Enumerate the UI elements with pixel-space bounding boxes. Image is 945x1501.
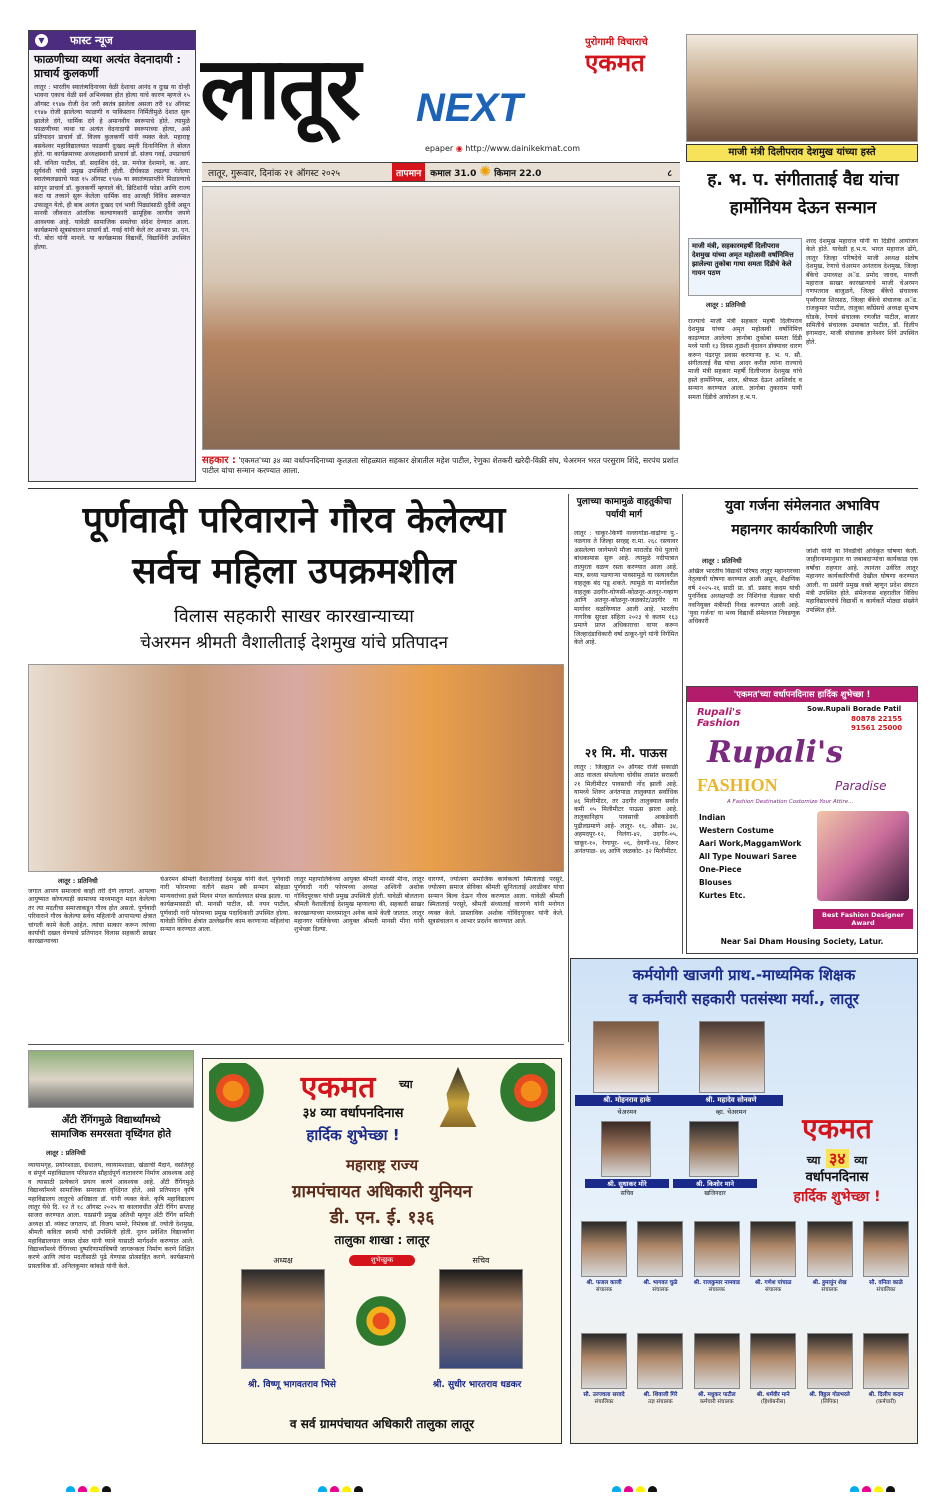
gram-pres-label: अध्यक्ष [273, 1256, 293, 1265]
director-card [577, 1221, 631, 1321]
lead-photo [28, 664, 564, 872]
pen-trophy-icon [435, 1067, 481, 1127]
karmayogi-title-1: कर्मयोगी खाजगी प्राथ.-माध्यमिक शिक्षक [632, 966, 856, 984]
chairman-photo [593, 1021, 659, 1093]
director-card [803, 1333, 857, 1433]
rupali-item: Kurtes Etc. [699, 891, 746, 900]
director-role: (हिशोबनीस) [760, 1399, 786, 1405]
karmayogi-ad [570, 958, 918, 1444]
secretary-photo [601, 1121, 651, 1177]
director-role: तज्ञ संचालक [648, 1399, 673, 1405]
divider-mid [28, 1044, 564, 1045]
karmayogi-wish: हार्दिक शुभेच्छा ! [793, 1189, 881, 1205]
dot-icon [78, 1486, 87, 1492]
dot-icon [862, 1486, 871, 1492]
rain-headline: २१ मि. मी. पाऊस [584, 746, 668, 760]
rupali-address: Near Sai Dham Housing Society, Latur. [720, 937, 884, 946]
director-card [746, 1221, 800, 1321]
gram-org-1: महाराष्ट्र राज्य [345, 1156, 419, 1174]
director-photo [807, 1221, 853, 1277]
director-card [633, 1333, 687, 1433]
lead-headline-2: सर्वच महिला उपक्रमशील [132, 551, 456, 592]
gram-wish: हार्दिक शुभेच्छा ! [306, 1126, 400, 1144]
rupali-items [699, 811, 809, 902]
vice-chairman-photo [699, 1021, 765, 1093]
divider-lead-right [568, 494, 569, 1042]
directors-row-2 [577, 1333, 913, 1433]
fast-news-box [28, 30, 196, 482]
director-name: श्री. गणेश पांचाळ [755, 1280, 792, 1286]
director-photo [581, 1333, 627, 1389]
director-card [803, 1221, 857, 1321]
rupali-item: Western Costume [699, 826, 774, 835]
masthead-next: NEXT [416, 86, 523, 130]
top-right-caption-bar: माजी मंत्री दिलीपराव देशमुख यांच्या हस्ते [686, 144, 918, 162]
rupali-brand-1: Rupali's [707, 735, 844, 770]
fast-news-label: फास्ट न्यूज [70, 34, 113, 47]
director-name: श्री. धर्मवीर माने [756, 1392, 790, 1398]
director-name: श्री. भागवत चुळे [643, 1280, 678, 1286]
director-photo [637, 1333, 683, 1389]
director-role: संचालक [652, 1287, 669, 1293]
gram-chya: च्या [399, 1078, 413, 1091]
flower-right-icon [495, 1063, 555, 1133]
main-photo-caption [202, 456, 680, 482]
director-photo [694, 1221, 740, 1277]
rupali-brand-3: Paradise [835, 779, 887, 793]
epaper-line [425, 144, 655, 158]
dateline-bar [202, 162, 680, 182]
karmayogi-vya: व्या [854, 1154, 868, 1167]
secretary-role: सचिव [620, 1190, 634, 1197]
director-photo [863, 1333, 909, 1389]
main-photo [202, 186, 680, 450]
director-photo [637, 1221, 683, 1277]
divider-top [28, 488, 918, 489]
director-photo [750, 1333, 796, 1389]
globe-icon: ◉ [455, 144, 463, 153]
abvp-headline-1: युवा गर्जना संमेलनात अभाविप [724, 498, 880, 514]
director-photo [863, 1221, 909, 1277]
rupali-item: Indian [699, 813, 726, 822]
rupali-phone-2: 91561 25000 [851, 724, 903, 732]
director-card [690, 1221, 744, 1321]
director-role: संचालक [595, 1287, 613, 1293]
rupali-item: All Type Nouwari Saree [699, 852, 797, 861]
rupali-model-photo [817, 811, 909, 901]
rupali-greeting: 'एकमत'च्या वर्धापनदिनास हार्दिक शुभेच्छा ! [687, 687, 917, 702]
chairman-role: चेअरमन [617, 1108, 637, 1116]
gram-wisher-badge: शुभेच्छुक [349, 1255, 415, 1266]
caption-tag: सहकार : [202, 456, 236, 466]
karmayogi-anniv: वर्धापनदिनास [805, 1170, 869, 1185]
dot-icon [318, 1486, 327, 1492]
bridge-body: लातूर : चाकूर-किणी नल्लागोंडा-वाढोणा पु.-नळगाव ते जिल्हा सरहद्द रा.मा. २६८ रस्त्यावर असलेल्या जागेमध्ये मौजा मारातोंड येथे पुलाचे बांधकामास सुरू आहे. त्यामुळे नदीपात्रात तात्पुरता वळण रस्ता करण्यात आला आहे. मात्र, सध्या पडणाऱ्या पावसामुळे या रस्त्यावरील वाहतूक बंद पडू शकते. त्यामुळे या मार्गावरील वाहतूक उदगीर-घोणसी-कोळनूर-अतनूर-गव्हाण आणि अतनूर-कोळनूर-जळकोट/उदगीर या मार्गावर वळविण्यात आली आहे. भारतीय नागरिक सुरक्षा संहिता २०२३ चे कलम १६३ प्रमाणे प्राप्त अधिकाराचा वापर करून जिल्हादंडाधिकारी वर्षा ठाकूर-घुगे यांनी निर्गमित केले आहे. [574, 530, 678, 647]
anti-ragging-photo [28, 1050, 194, 1108]
gram-org-3: डी. एन. ई. १३६ [329, 1208, 435, 1228]
anti-ragging-headline-2: सामाजिक समरसता वृध्दिंगत होते [50, 1129, 172, 1140]
treasurer-name: श्री. किशोर माने [673, 1179, 757, 1188]
dot-icon [624, 1486, 633, 1492]
director-card [746, 1333, 800, 1433]
top-right-photo [686, 34, 918, 142]
lead-headline-1: पूर्णवादी परिवाराने गौरव केलेल्या [82, 500, 506, 541]
rupali-item: Aari Work,MaggamWork [699, 839, 802, 848]
masthead-title: लातूर [200, 39, 359, 139]
top-right-byline: लातूर : प्रतिनिधी [706, 301, 746, 309]
director-name: श्री. फजल काजी [586, 1280, 622, 1286]
abvp-col-2: जोशी यांनी या निवडीची अधिकृत घोषणा केली. जाहीरनाम्यानुसार या जबाबदाऱ्यांचा कार्यकाळ एक वर्षांचा राहणार आहे. त्यानंतर उर्वरित लातूर महानगर कार्यकारिणीची देखील घोषणा करण्यात आली. या प्रसंगी प्रमुख वक्ते म्हणून प्रदेश संघटन मंत्री उपस्थित होते. संमेलनास शहरातील विविध महाविद्यालयांचे विद्यार्थी व कार्यकर्ते मोठ्या संख्येने उपस्थित होते. [806, 548, 918, 614]
rupali-tagline: A Fashion Destination Costomize Your Attire... [727, 799, 854, 805]
president-photo [241, 1269, 325, 1369]
anti-ragging-body: व्यायामगृह, प्रयोगशाळा, ग्रंथालय, व्यायामशाळा, खेळाची मैदाने, वसतिगृहे व संपूर्ण महाविद्यालय परिसरात सौहार्दपूर्ण वातावरण निर्माण आवश्यक आहे व त्यासाठी प्रत्येकाने प्रयत्न करणे आवश्यक आहे. अँटी रॅगिंगमुळे विद्यार्थ्यांमध्ये सामाजिक समरसता वृध्दिंगत होते, असे प्रतिपादन कृषि महाविद्यालय लातूरचे अधिष्ठाता डॉ. यांनी व्यक्त केले. कृषि महाविद्यालय लातूर येथे दि. १२ ते १८ ऑगस्ट २०२५ या कालावधीत अँटी रॅगिंग सप्ताह साजरा करण्यात आला. याप्रसंगी प्रमुख अतिथी म्हणून अँटी रॅगिंग समिती अध्यक्ष डॉ. व्यंकट जगताप, डॉ. विजय भामरे, निमंत्रक डॉ. ज्योती देशमुख, श्रीमती कविता स्वामी यांची उपस्थिती होती. नूतन प्रवेशित विद्यार्थ्यांना महाविद्यालयात जास्त दोस्त यांनी घ्यावे यासाठी मार्गदर्शन करण्यात आले. विद्यार्थ्यांमध्ये रॅगिंगच्या दुष्परिणामांविषयी जागरूकता निर्माण करणे शिक्षित करणे आणि त्यांना मदतीसाठी पुढे येण्यास प्रोत्साहित करणे. कार्यक्रमाचे प्रास्ताविक डॉ. अनिलकुमार कांबळे यांनी केले. [28, 1162, 194, 1270]
director-name: श्री. शिवाजी गिरे [643, 1392, 678, 1398]
dot-icon [330, 1486, 339, 1492]
gram-lokmat: एकमत [300, 1070, 376, 1105]
dot-icon [648, 1486, 657, 1492]
rupali-ad [686, 686, 918, 954]
director-name: सौ. उज्ज्वला सरवदे [583, 1392, 625, 1398]
director-card [633, 1221, 687, 1321]
director-card [859, 1221, 913, 1321]
lead-col-3: लातूर महापालिकेच्या आयुक्त श्रीमती मानसी मीना, लातूर पूर्णवादी नारी फोरमच्या अध्यक्ष अश्विनी अशोक गोविंदपूरकर यांची प्रमुख उपस्थिती होती. यावेळी बोलताना श्रीमती वैशालीताई देशमुख म्हणाल्या की, सहकारी साखर कारखान्याच्या माध्यमातून अनेक कामे केली जातात. लातूर महानगर पालिकेच्या आयुक्त श्रीमती मानसी मीना यांनी शुभेच्छा दिल्या. [294, 876, 424, 934]
bridge-headline: पुलाच्या कामामुळे वाहतुकीचा पर्यायी मार्ग [576, 497, 672, 520]
gram-ad [202, 1058, 562, 1444]
director-role: संचालक [821, 1287, 838, 1293]
director-name: श्री. राजकुमार नामवाड [693, 1280, 740, 1286]
directors-row-1 [577, 1221, 913, 1321]
flower-left-icon [209, 1063, 269, 1133]
director-role: संचालक [708, 1287, 725, 1293]
karmayogi-chya: च्या [806, 1154, 821, 1167]
dot-icon [90, 1486, 99, 1492]
director-name: श्री. हुमायुंन शेख [812, 1280, 847, 1286]
dot-icon [850, 1486, 859, 1492]
anti-ragging-headline-1: अँटी रॅगिंगमुळे विद्यार्थ्यांमध्ये [61, 1115, 161, 1126]
rupali-phone-1: 80878 22155 [851, 715, 903, 723]
vice-chairman-role: व्हा. चेअरमन [715, 1108, 747, 1116]
divider-bridge-right [682, 494, 683, 954]
dot-icon [874, 1486, 883, 1492]
director-role: कर्मचारी संचालक [699, 1399, 734, 1405]
director-name: श्री. विठ्ठल गोडभरले [809, 1392, 850, 1398]
dateline: लातूर, गुरूवार, दिनांक २१ ऑगस्ट २०२५ [208, 168, 341, 179]
gram-sec-name: श्री. सुधीर भारतराव धडकर [432, 1380, 522, 1390]
dot-icon [612, 1486, 621, 1492]
min-temp: किमान 22.0 [494, 168, 542, 179]
director-photo [750, 1221, 796, 1277]
top-right-headline: ह. भ. प. संगीताताई वैद्य यांचा हार्मोनियम देऊन सन्मान [707, 170, 899, 218]
director-name: श्री. दिलीप कदम [868, 1392, 904, 1398]
director-role: (कर्मचारी) [875, 1399, 896, 1405]
dot-icon [102, 1486, 111, 1492]
director-role: संचालिका [594, 1399, 614, 1405]
gram-footer: व सर्व ग्रामपंचायत अधिकारी तालुका लातूर [289, 1417, 475, 1431]
dot-icon [886, 1486, 895, 1492]
abvp-col-1: अखिल भारतीय विद्यार्थी परिषद लातूर महानगरच्या नेतृत्वाची घोषणा करण्यात आली असून, शैक्षणिक वर्ष २०२५-२६ साठी प्रा. डॉ. प्रसाद कदम यांची पुनर्निवड अध्यक्षपदी तर निशिगंधा येळकर यांची नवनियुक्त मंत्रीपदी निवड करण्यात आली आहे. 'युवा गर्जना' या भव्य विद्यार्थी संमेलनात निवडणूक अधिकारी [688, 568, 800, 626]
secretary-name: श्री. सुधाकर मोरे [585, 1179, 669, 1188]
gram-sec-label: सचिव [472, 1256, 490, 1265]
director-name: श्री. मधुकर पाटील [698, 1392, 736, 1398]
karmayogi-lokmat: एकमत [802, 1112, 872, 1145]
director-name: सौ. वनिता काळे [869, 1280, 903, 1286]
gram-pres-name: श्री. विष्णू भागवतराव भिसे [248, 1380, 336, 1390]
rupali-logo: Rupali's Fashion [697, 707, 742, 729]
karmayogi-title-2: व कर्मचारी सहकारी पतसंस्था मर्या., लातूर [629, 990, 859, 1008]
director-photo [807, 1333, 853, 1389]
top-right-col2: शरद देशमुख महाराज यांनी या दिंडीचे आयोजन केले होते. यावेळी ह.भ.प. भारत महाराज ढोंगे, लातूर जिल्हा परिषदेचे माजी अध्यक्ष संतोष देशमुख, रेणाचे चेअरमन अनंतराव देशमुख, जिल्हा बँकेचे उपाध्यक्ष अॅड. प्रमोद जाधव, मारुती महाराज साखर कारखान्याचे माजी चेअरमन गणपतराव बाजुळगे, जिल्हा बँकेचे संचालक पृथ्वीराज शिरसाठ, जिल्हा बँकेचे संचालक अॅड. राजकुमार पाटील, तालुका काँग्रेसचे अध्यक्ष सुभाष घोडके, रेणाचे संचालक रणजीत पाटील, बाजार समितीचे संचालक उमाकांत पाटील, डॉ. दिलीप इनामदार, माजी संचालक ज्ञानेश्वर शिंगे उपस्थित होते. [806, 238, 918, 346]
gram-org-2: ग्रामपंचायत अधिकारी युनियन [291, 1182, 473, 1202]
director-role: (लिपिक) [820, 1399, 839, 1405]
dot-icon [354, 1486, 363, 1492]
fast-news-title: फाळणीच्या व्यथा अत्यंत वेदनादायी : प्राचार्य कुलकर्णी [34, 53, 181, 80]
rupali-brand-2: FASHION [697, 775, 778, 795]
fast-news-label-bar [29, 31, 195, 50]
masthead-tagline: पुरोगामी विचाराचे [585, 37, 648, 48]
chevron-down-icon: ▼ [35, 34, 48, 47]
director-card [577, 1333, 631, 1433]
top-right-summary: माजी मंत्री, सहकारमहर्षी दिलीपराव देशमुख यांच्या अमृत महोत्सवी वर्षानिमित्त झालेल्या तुकोबा गाथा समता दिंडीचे केले गायन पठण [688, 238, 802, 296]
rupali-award: Best Fashion Designer Award [813, 909, 913, 929]
registration-marks-right [612, 1480, 712, 1492]
page-number: ८ [667, 168, 672, 179]
rain-body: लातूर : जिल्ह्यात २० ऑगस्ट रोजी सकाळी आठ वाजता संपलेल्या चोवीस तासांत सरासरी २१ मिलीमीटर पावसाची नोंद झाली आहे. यामध्ये शिरूर अनंतपाळ तालुक्यात सर्वाधिक ४६ मिलीमीटर, तर उदगीर तालुक्यात सर्वात कमी ०५ मिलीमीटर पाऊस झाला आहे. तालुकानिहाय पावसाची आकडेवारी पुढीलप्रमाणे आहे- लातूर- १६, औसा- ३४, अहमदपूर-१२, निलंगा-४२, उदगीर-०५, चाकूर-१०, रेणापूर- ०६, देवणी-१४, शिरूर अनंतपाळ- ४६ आणि जळकोट- ३२ मिलीमीटर. [574, 764, 678, 856]
lead-col-4: वारगणे, ज्योत्स्ना समाजिक कार्यकर्त्या स्मिताताई परसुरे, ज्योत्स्ना समाज सेविका श्रीमती सुनिताताई अरळीकर यांचा सन्मान बिल्व देऊन गौरव करण्यात आला. यावेळी श्रीमती स्मिताताई परसुरे, श्रीमती संध्याताई वारगणे यांनी मनोगत व्यक्त केले. प्रास्ताविक अशोक गोविंदपूरकर यांनी केले. सूत्रसंचालन व आभार प्रदर्शन करण्यात आले. [428, 876, 564, 926]
vice-chairman-name: श्री. महादेव सोनवणे [679, 1095, 783, 1106]
temperature-label: तापमान [392, 163, 425, 182]
lead-sub-1: विलास सहकारी साखर कारखान्याच्या [174, 606, 414, 627]
chairman-name: श्री. मोहनराव हाके [575, 1095, 679, 1106]
abvp-headline-2: महानगर कार्यकारिणी जाहीर [731, 522, 873, 538]
abvp-byline: लातूर : प्रतिनिधी [702, 557, 742, 565]
site-url[interactable]: http://www.dainikekmat.com [465, 144, 581, 153]
top-right-col1: राज्याचे माजी मंत्री सहकार महर्षी दिलीपराव देशमुख यांच्या अमृत महोत्सवी वर्षानिमित्त काढण्यात आलेल्या ज्ञानोबा तुकोबा समता दिंडी मध्ये पायी १३ दिवस तुळशी वृंदावन डोक्यावर धारण करून पंढरपूर प्रवास करणाऱ्या ह. भ. प. सौ. संगीताताई वैद्य यांचा आदर करीत त्यांना राज्याचे माजी मंत्री सहकार महर्षी दिलीपराव देशमुख यांचे हस्ते हार्मोनियम, शाल, श्रीफळ देऊन आशिर्वाद व सन्मान करण्यात आला. ज्ञानोबा तुकाराम पायी समता दिंडीचे आयोजन ह.भ.प. [688, 318, 802, 401]
gram-anniv: ३४ व्या वर्धापनदिनास [302, 1106, 404, 1121]
karmayogi-anniv-line [767, 1147, 907, 1169]
rupali-item: Blouses [699, 878, 732, 887]
dot-icon [636, 1486, 645, 1492]
dot-icon [342, 1486, 351, 1492]
registration-marks-far-right [850, 1480, 940, 1492]
treasurer-role: खजिनदार [704, 1190, 726, 1197]
director-role: संचालिका [876, 1287, 896, 1293]
lead-col-1: जगात आपण समाजाचे काही तरी देणे लागतो. आपल्या आयुष्यात कोणत्याही कामाच्या माध्यमातून मदत केलेल्या तर त्या मदतीचा समाजाकडून गौरव होत असतो. पूर्णवादी परिवाराने गौरव केलेल्या सर्वच महिलांनी आपापल्या क्षेत्रात चांगली कामे केली आहेत. त्यांचा सत्कार करून त्यांच्या कार्याची दखल घेण्याचे प्रतिपादन विलास सहकारी साखर कारखान्याच्या [28, 888, 156, 946]
director-card [690, 1333, 744, 1433]
rupali-owner: Sow.Rupali Borade Patil [807, 705, 902, 713]
lead-col-2: चेअरमन श्रीमती वैशालीताई देशमुख यांनी केले. पूर्णवादी नारी फोरमच्या वतीने सक्षम स्त्री सन्मान सोहळा मान्यवरांच्या हस्ते मिलन मंगल कार्यालयात संपन्न झाला. या कार्यक्रमासाठी सौ. मानसी पाटील, सौ. नयन पाटील, पूर्णवादी नारी फोरमच्या प्रमुख पदाधिकारी उपस्थित होत्या. यावेळी विविध क्षेत्रांत उल्लेखनीय काम करणाऱ्या महिलांचा सन्मान करण्यात आला. [160, 876, 290, 934]
sun-icon: ✺ [479, 164, 492, 180]
karmayogi-anniv-num: ३४ [826, 1149, 849, 1168]
fast-news-body: लातूर : भारतीय स्वातंत्र्यदिनाच्या वेळी देशाचा आनंद व दुःख या दोन्ही भावना एकाच वेळी सर्व अभिव्यक्त होत होत्या याचे कारण म्हणजे १५ ऑगस्ट १९४७ रोजी देश जरी स्वतंत्र झालेला असला तरी १४ ऑगस्ट १९४७ रोजी झालेल्या फाळणी व पाकिस्तान निर्मितीमुळे देशात सुरू झालेले दंगे, धार्मिक दंगे हे अमानवीय स्वरूपाचे होते. त्यामुळे फाळणीच्या व्यथा या अत्यंत वेदनादायी स्वरूपाच्या होत्या, असे प्रतिपादन प्राचार्य डॉ. विजय कुलकर्णी यांनी व्यक्त केले. महाराष्ट्र बसवेश्वर महाविद्यालयात फाळणी दुःखद स्मृती दिनानिमित्त ते बोलत होते. या कार्यक्रमाच्या अध्यक्षस्थानी प्राचार्य डॉ. संजय गवई, उपप्राचार्य सौ. वनिता पाटील, डॉ. सदाशिव दंदे, प्रा. मनोज देशमाने, क. आर. सूर्यवंशी यांची प्रमुख उपस्थिती होती. दीर्घकाळ लढल्या गेलेल्या स्वातंत्र्यलढ्याचे फळ १५ ऑगस्ट १९४७ या स्वातंत्र्यप्राप्तीने मिळाल्याचे सांगून प्राचार्य डॉ. कुलकर्णी म्हणाले की, ब्रिटिशांनी फोडा आणि राज्य करा या तत्त्वाने सुरू केलेला धार्मिक वाद आजही विविध स्वरूपात उफाळून येतो, ही बाब अत्यंत दुःखद एवं भावी पिढ्यांसाठी दुर्दैवी असून मानवी जीवनात आंतरिक कल्याणकारी सामूहिक जाणीव जपणे आवश्यक आहे. यावेळी सामाजिक समतेचा संदेश देण्यात आला. कार्यक्रमाचे सूत्रसंचालन प्राचार्य डॉ. गवई यांनी केले तर आभार प्रा. एन. पी. बोरा यांनी मानले. या कार्यक्रमास विद्यार्थी, विद्यार्थिनी उपस्थित होत्या. [34, 84, 190, 251]
lokmat-logo: एकमत [585, 49, 645, 76]
secretary-gram-photo [439, 1269, 523, 1369]
dot-icon [66, 1486, 75, 1492]
lead-sub-2: चेअरमन श्रीमती वैशालीताई देशमुख यांचे प्रतिपादन [140, 633, 448, 653]
epaper-label: epaper [425, 144, 454, 153]
registration-marks-center [318, 1480, 418, 1492]
flower-center-icon [353, 1291, 409, 1351]
registration-marks-left [66, 1480, 166, 1492]
director-card [859, 1333, 913, 1433]
caption-text: 'एकमत'च्या ३४ व्या वर्धापनदिनाच्या कृतज्ञता सोहळ्यात सहकार क्षेत्रातील महेश पाटील, रेणुका शेतकरी खरेदी-विक्री संघ, चेअरमन भरत परसुराम शिंदे, सरपंच प्रशांत पाटील यांचा सन्मान करण्यात आला. [202, 456, 679, 475]
treasurer-photo [689, 1121, 739, 1177]
max-temp: कमाल 31.0 [430, 168, 477, 179]
lead-byline: लातूर : प्रतिनिधी [58, 877, 98, 885]
gram-branch: तालुका शाखा : लातूर [334, 1233, 430, 1247]
director-role: संचालक [765, 1287, 782, 1293]
director-photo [694, 1333, 740, 1389]
anti-ragging-byline: लातूर : प्रतिनिधी [46, 1149, 86, 1157]
rupali-item: One-Piece [699, 865, 742, 874]
director-photo [581, 1221, 627, 1277]
